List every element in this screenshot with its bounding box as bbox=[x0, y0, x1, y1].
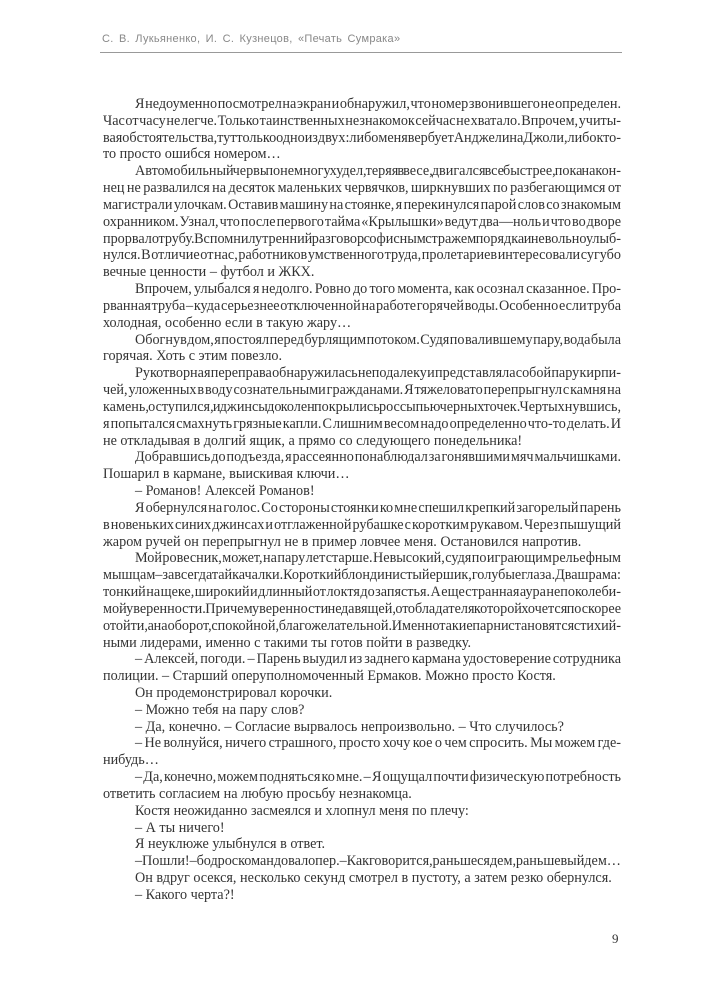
text-line-wrapper bbox=[103, 601, 621, 618]
text-line-wrapper bbox=[103, 719, 621, 736]
text-line-wrapper bbox=[103, 500, 621, 517]
paragraph bbox=[103, 870, 621, 887]
text-line: Час от часу не легче. Только таинственных незнакомок сейчас не хватало. Впрочем, учиты- bbox=[103, 112, 621, 129]
text-line: Обогнув дом, я постоял перед бурлящим потоком. Судя по валившему пару, вода была bbox=[135, 331, 621, 348]
text-line: – Романов! Алексей Романов! bbox=[135, 483, 315, 500]
text-line: нец не развалился на десяток маленьких червячков, ширкнувших по разбегающимся от bbox=[103, 180, 621, 197]
text-line: Костя неожиданно засмеялся и хлопнул меня по плечу: bbox=[135, 802, 469, 819]
text-line: Рукотворная переправа обнаружилась неподалеку и представляла собой пару кирпи- bbox=[135, 365, 621, 382]
text-line-wrapper bbox=[103, 668, 621, 685]
paragraph bbox=[103, 719, 621, 736]
paragraph bbox=[103, 365, 621, 449]
text-line: чей, уложенных в воду сознательными гражданами. Я тяжеловато перепрыгнул с камня на bbox=[103, 382, 621, 399]
text-line: жаром ручей он перепрыгнул не в пример ловчее меня. Остановился напротив. bbox=[103, 533, 582, 550]
paragraph bbox=[103, 853, 621, 870]
paragraph bbox=[103, 163, 621, 281]
body-text bbox=[103, 96, 621, 904]
text-line: Он продемонстрировал корочки. bbox=[135, 684, 333, 701]
paragraph bbox=[103, 836, 621, 853]
text-line: вечные ценности – футбол и ЖКХ. bbox=[103, 264, 315, 281]
text-line-wrapper bbox=[103, 382, 621, 399]
text-line: нулся. В отличие от нас, работников умственного труда, пролетариев интересовали сугубо bbox=[103, 247, 621, 264]
text-line: Я неуклюже улыбнулся в ответ. bbox=[135, 836, 326, 853]
header-rule bbox=[100, 52, 622, 53]
running-header: С. В. Лукьяненко, И. С. Кузнецов, «Печать Сумрака» bbox=[102, 33, 401, 45]
paragraph bbox=[103, 803, 621, 820]
text-line: Впрочем, улыбался я недолго. Ровно до того момента, как осознал сказанное. Про- bbox=[135, 281, 621, 298]
text-line: мышцам – завсегдатай качалки. Короткий блондинистый ершик, голубые глаза. Два шрама: bbox=[103, 567, 621, 584]
text-line: камень, оступился, и джинсы до колен покрылись россыпью черных точек. Чертыхнувшись, bbox=[103, 398, 621, 415]
text-line-wrapper bbox=[103, 433, 621, 450]
text-line-wrapper bbox=[103, 113, 621, 130]
text-line: – Да, конечно. – Согласие вырвалось непроизвольно. – Что случилось? bbox=[135, 718, 564, 735]
text-line: – А ты ничего! bbox=[135, 819, 225, 836]
text-line-wrapper bbox=[103, 752, 621, 769]
text-line: – Алексей, погоди. – Парень выудил из заднего кармана удостоверение сотрудника bbox=[135, 651, 621, 668]
paragraph bbox=[103, 332, 621, 366]
text-line-wrapper bbox=[103, 348, 621, 365]
text-line: – Можно тебя на пару слов? bbox=[135, 701, 305, 718]
text-line: нибудь… bbox=[103, 752, 159, 769]
paragraph bbox=[103, 685, 621, 702]
text-line-wrapper bbox=[103, 534, 621, 551]
text-line-wrapper bbox=[103, 298, 621, 315]
text-line-wrapper bbox=[103, 853, 621, 870]
paragraph bbox=[103, 281, 621, 331]
text-line: я попытался смахнуть грязные капли. С лишним весом надо определенно что-то делать. И bbox=[103, 415, 621, 432]
text-line: Я недоуменно посмотрел на экран и обнаружил, что номер звонившего не определен. bbox=[135, 96, 621, 112]
text-line: охранником. Узнал, что после первого тайма «Крылышки» ведут два—ноль и что во дворе bbox=[103, 213, 621, 230]
paragraph bbox=[103, 820, 621, 837]
text-line-wrapper bbox=[103, 130, 621, 147]
text-line-wrapper bbox=[103, 887, 621, 904]
text-line: тонкий на щеке, широкий и длинный от локтя до запястья. А еще странная аура непоколеби- bbox=[103, 584, 621, 601]
paragraph bbox=[103, 96, 621, 163]
text-line: отойти, а наоборот, спокойной, благожелательной. Именно такие парни становятся стихий- bbox=[103, 617, 621, 634]
text-line-wrapper bbox=[103, 702, 621, 719]
text-line-wrapper bbox=[103, 735, 621, 752]
text-line-wrapper bbox=[103, 786, 621, 803]
text-line: холодная, особенно если в такую жару… bbox=[103, 314, 352, 331]
text-line-wrapper bbox=[103, 264, 621, 281]
text-line: Автомобильный червь понемногу худел, теряя в весе, двигался все быстрее, пока након- bbox=[135, 163, 621, 180]
text-line: рванная труба – куда серьезнее отключенной на работе горячей воды. Особенно если труба bbox=[103, 297, 621, 314]
text-line-wrapper bbox=[103, 550, 621, 567]
text-line-wrapper bbox=[103, 163, 621, 180]
text-line-wrapper bbox=[103, 449, 621, 466]
text-line: Он вдруг осекся, несколько секунд смотрел в пустоту, а затем резко обернулся. bbox=[135, 870, 612, 887]
text-line: горячая. Хоть с этим повезло. bbox=[103, 348, 283, 365]
paragraph bbox=[103, 550, 621, 651]
paragraph bbox=[103, 483, 621, 500]
paragraph bbox=[103, 735, 621, 769]
text-line-wrapper bbox=[103, 870, 621, 887]
text-line: Мой ровесник, может, на пару лет старше. Невысокий, судя по играющим рельефным bbox=[135, 550, 621, 567]
text-line-wrapper bbox=[103, 618, 621, 635]
text-line: Добравшись до подъезда, я рассеянно понаблюдал за гонявшими мяч мальчишками. bbox=[135, 449, 621, 466]
text-line-wrapper bbox=[103, 231, 621, 248]
text-line: в новеньких синих джинсах и отглаженной рубашке с коротким рукавом. Через пышущий bbox=[103, 516, 621, 533]
text-line-wrapper bbox=[103, 315, 621, 332]
text-line-wrapper bbox=[103, 584, 621, 601]
paragraph bbox=[103, 887, 621, 904]
text-line-wrapper bbox=[103, 517, 621, 534]
text-line-wrapper bbox=[103, 214, 621, 231]
text-line: вая обстоятельства, тут только одно из двух: либо меня вербует Анджелина Джоли, либо кто- bbox=[103, 129, 621, 146]
page-number: 9 bbox=[612, 931, 619, 946]
text-line-wrapper bbox=[103, 180, 621, 197]
paragraph bbox=[103, 702, 621, 719]
text-line: то просто ошибся номером… bbox=[103, 146, 281, 163]
paragraph bbox=[103, 449, 621, 483]
paragraph bbox=[103, 769, 621, 803]
text-line: ными лидерами, именно с такими ты готов пойти в разведку. bbox=[103, 634, 472, 651]
text-line-wrapper bbox=[103, 96, 621, 113]
text-line: Пошарил в кармане, выискивая ключи… bbox=[103, 466, 350, 483]
text-line-wrapper bbox=[103, 635, 621, 652]
text-line: – Пошли! – бодро скомандовал опер. – Как говорится, раньше сядем, раньше выйдем… bbox=[135, 853, 621, 870]
text-line-wrapper bbox=[103, 483, 621, 500]
text-line: прорвало трубу. Вспомнил утренний разговор с офисным стражем порядка и невольно улыб- bbox=[103, 230, 621, 247]
text-line-wrapper bbox=[103, 416, 621, 433]
text-line: – Не волнуйся, ничего страшного, просто хочу кое о чем спросить. Мы можем где- bbox=[135, 735, 621, 752]
text-line-wrapper bbox=[103, 247, 621, 264]
text-line: – Какого черта?! bbox=[135, 886, 235, 903]
text-line-wrapper bbox=[103, 281, 621, 298]
text-line: ответить согласием на любую просьбу незнакомца. bbox=[103, 785, 412, 802]
text-line-wrapper bbox=[103, 820, 621, 837]
text-line-wrapper bbox=[103, 836, 621, 853]
text-line-wrapper bbox=[103, 399, 621, 416]
text-line-wrapper bbox=[103, 769, 621, 786]
text-line: – Да, конечно, можем подняться ко мне. – Я ощущал почти физическую потребность bbox=[135, 769, 621, 786]
text-line-wrapper bbox=[103, 365, 621, 382]
text-line: полиции. – Старший оперуполномоченный Ермаков. Можно просто Костя. bbox=[103, 668, 556, 685]
text-line-wrapper bbox=[103, 803, 621, 820]
text-line-wrapper bbox=[103, 332, 621, 349]
text-line: Я обернулся на голос. Со стороны стоянки ко мне спешил крепкий загорелый парень bbox=[135, 499, 621, 516]
text-line: магистрали улочкам. Оставив машину на стоянке, я перекинулся парой слов со знакомым bbox=[103, 196, 621, 213]
paragraph bbox=[103, 651, 621, 685]
text-line-wrapper bbox=[103, 685, 621, 702]
text-line: не откладывая в долгий ящик, а прямо со следующего понедельника! bbox=[103, 432, 523, 449]
text-line: мой уверенности. Причем уверенности не давящей, от обладателя которой хочется поскорее bbox=[103, 600, 621, 617]
text-line-wrapper bbox=[103, 567, 621, 584]
text-line-wrapper bbox=[103, 651, 621, 668]
paragraph bbox=[103, 500, 621, 550]
text-line-wrapper bbox=[103, 466, 621, 483]
text-line-wrapper bbox=[103, 197, 621, 214]
text-line-wrapper bbox=[103, 146, 621, 163]
